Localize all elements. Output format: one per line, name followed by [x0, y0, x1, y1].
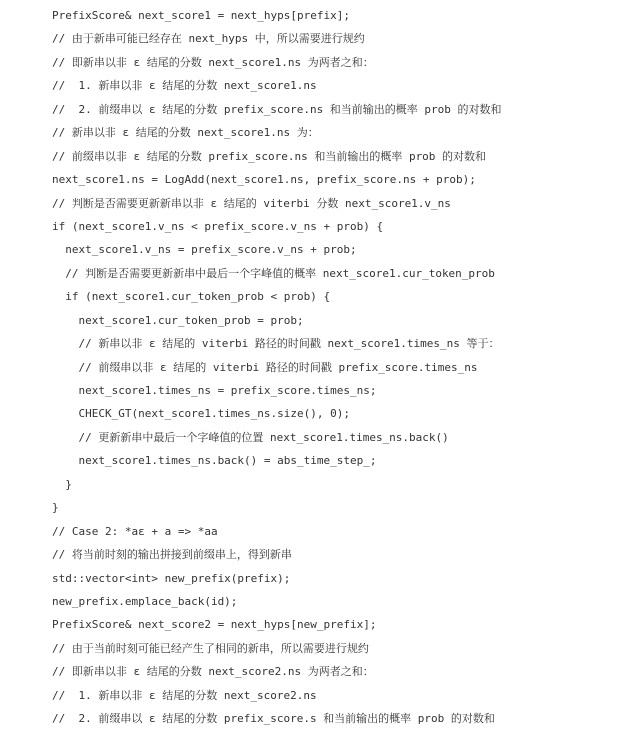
code-line: // 1. 新串以非 ε 结尾的分数 next_score1.ns — [52, 79, 317, 93]
code-line: // 新串以非 ε 结尾的 viterbi 路径的时间戳 next_score1.times_ns 等于： — [52, 337, 500, 351]
code-line: if (next_score1.cur_token_prob < prob) { — [52, 290, 331, 304]
code-line: // 2. 前缀串以 ε 结尾的分数 prefix_score.ns 和当前输出的概率 prob 的对数和 — [52, 102, 502, 116]
code-line: PrefixScore& next_score1 = next_hyps[prefix]; — [52, 9, 351, 22]
code-block — [52, 4, 632, 731]
code-line: } — [52, 501, 59, 515]
code-line: next_score1.ns = LogAdd(next_score1.ns, prefix_score.ns + prob); — [52, 173, 476, 187]
code-line: next_score1.cur_token_prob = prob; — [52, 313, 304, 327]
code-line: next_score1.times_ns.back() = abs_time_step_; — [52, 454, 377, 468]
code-line: } — [52, 477, 72, 491]
code-line: if (next_score1.v_ns < prefix_score.v_ns + prob) { — [52, 219, 384, 233]
code-line: // 判断是否需要更新新串中最后一个字峰值的概率 next_score1.cur_token_prob — [52, 266, 495, 280]
code-line: // 判断是否需要更新新串以非 ε 结尾的 viterbi 分数 next_score1.v_ns — [52, 196, 451, 210]
code-line: // 由于新串可能已经存在 next_hyps 中，所以需要进行规约 — [52, 32, 365, 46]
code-line: std::vector<int> new_prefix(prefix); — [52, 571, 291, 585]
code-line: next_score1.v_ns = prefix_score.v_ns + prob; — [52, 243, 357, 257]
code-line: // 新串以非 ε 结尾的分数 next_score1.ns 为： — [52, 126, 319, 140]
code-line: // 由于当前时刻可能已经产生了相同的新串，所以需要进行规约 — [52, 641, 369, 655]
code-line: // 将当前时刻的输出拼接到前缀串上，得到新串 — [52, 548, 292, 562]
code-line: next_score1.times_ns = prefix_score.times_ns; — [52, 384, 377, 397]
code-line: PrefixScore& next_score2 = next_hyps[new_prefix]; — [52, 618, 377, 632]
code-line: // 即新串以非 ε 结尾的分数 next_score2.ns 为两者之和： — [52, 665, 374, 679]
code-line: // 2. 前缀串以 ε 结尾的分数 prefix_score.s 和当前输出的概率 prob 的对数和 — [52, 712, 495, 726]
code-line: // 1. 新串以非 ε 结尾的分数 next_score2.ns — [52, 688, 317, 702]
code-line: // Case 2: *aε + a => *aa — [52, 524, 218, 538]
code-line: new_prefix.emplace_back(id); — [52, 594, 238, 608]
code-line: // 前缀串以非 ε 结尾的 viterbi 路径的时间戳 prefix_score.times_ns — [52, 360, 478, 374]
code-line: // 即新串以非 ε 结尾的分数 next_score1.ns 为两者之和： — [52, 55, 374, 69]
code-line: CHECK_GT(next_score1.times_ns.size(), 0); — [52, 407, 351, 421]
code-line: // 前缀串以非 ε 结尾的分数 prefix_score.ns 和当前输出的概率 prob 的对数和 — [52, 149, 487, 163]
code-line: // 更新新串中最后一个字峰值的位置 next_score1.times_ns.back() — [52, 430, 449, 444]
